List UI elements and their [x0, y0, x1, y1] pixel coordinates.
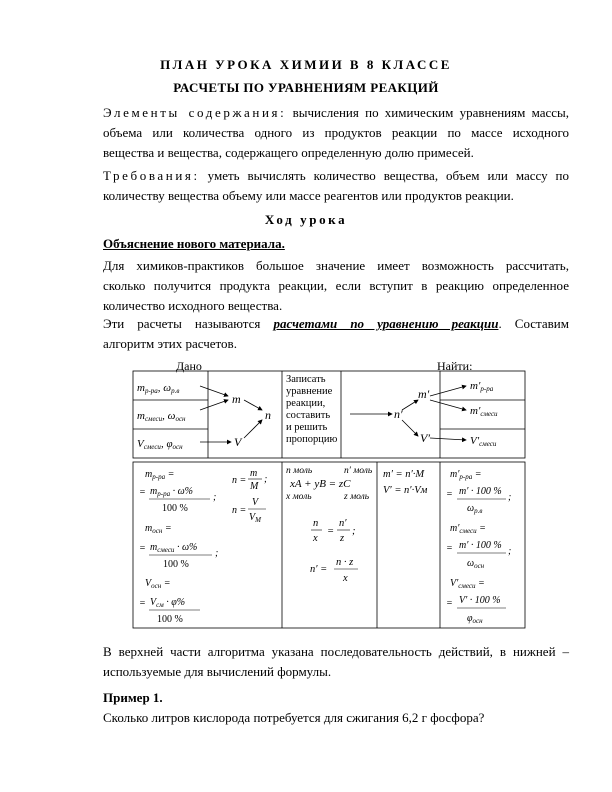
eq-proportion [311, 518, 356, 544]
svg-text:z: z [340, 533, 345, 544]
middle-text-3: реакции, [286, 398, 326, 409]
svg-text:mр-ра · ω%: $m_{р-ра} \cdot \omega\%$ [150, 486, 193, 498]
eq-bottom-right: z моль [344, 492, 370, 502]
intro-emphasis: расчетами по уравнению реакции [273, 316, 499, 331]
svg-text:;: ; [508, 546, 512, 557]
intro-line-4-end: . Составим [498, 316, 569, 331]
svg-text:mсмеси · ω%: $m_{смеси} \cdot \omega\%$ [150, 542, 198, 554]
svg-text:n′ =: n′ = [310, 564, 328, 575]
svg-text:100 %: 100 % [157, 614, 183, 625]
node-V2: V′ [420, 431, 430, 445]
elements-text-1: вычисления по химическим уравнениям массы, [292, 105, 570, 120]
svg-text:=: = [139, 487, 146, 498]
svg-text:M: M [250, 481, 259, 492]
eq-top-left: n моль [286, 466, 313, 476]
page-subtitle: РАСЧЕТЫ ПО УРАВНЕНИЯМ РЕАКЦИЙ [173, 80, 439, 95]
svg-text:Vосн =: $V_{осн}$ = [145, 578, 171, 590]
requirements-line-2: количеству вещества объему или массе реагентов или продуктов реакции. [103, 188, 514, 203]
middle-text-4: составить [286, 410, 331, 421]
find-row-3: V′смеси [470, 435, 497, 448]
requirements-text-1: уметь вычислять количество вещества, объем или массу по [207, 168, 569, 183]
svg-text:=: = [446, 543, 453, 554]
lesson-heading: Ход урока [264, 212, 348, 227]
svg-text:=: = [327, 526, 335, 537]
given-row-1: mр-ра, ωр.в [137, 382, 180, 395]
svg-text:=: = [446, 489, 453, 500]
middle-text-5: и решить [286, 422, 328, 433]
svg-text:mр-ра =: $m_{р-ра}$ = [145, 469, 175, 481]
svg-text:;: ; [264, 474, 268, 485]
svg-text:m′р-ра =: $m'_{р-ра}$ = [450, 469, 482, 481]
svg-text:=: = [139, 598, 146, 609]
intro-line-4-start: Эти расчеты называются [103, 316, 261, 331]
given-row-2: mсмеси, ωосн [137, 410, 186, 423]
eq-top-right: n′ моль [344, 466, 373, 476]
elements-line-2: объема или количества одного из продуктов реакции по массе исходного [103, 125, 569, 140]
explanation-heading: Объяснение нового материала. [103, 236, 285, 251]
intro-line-3: количество исходного вещества. [103, 298, 283, 313]
elements-line-1 [103, 103, 569, 123]
given-label: Дано [176, 359, 202, 373]
node-n2: n′ [394, 407, 403, 421]
conclusion-line-1: В верхней части алгоритма указана последовательность действий, в нижней – [103, 644, 569, 659]
svg-text:=: = [446, 598, 453, 609]
svg-text:;: ; [352, 526, 356, 537]
svg-text:m′ · 100 %: m′ · 100 % [459, 486, 502, 497]
svg-text:Vсм · φ%: $V_{см} \cdot \varphi\%$ [150, 597, 186, 609]
eq-m2: m′ = n′·M [383, 469, 425, 480]
elements-line-3: вещества и вещества, содержащего определенную долю примесей. [103, 145, 474, 160]
svg-text:x: x [343, 573, 348, 584]
svg-text:;: ; [215, 548, 219, 559]
svg-text:;: ; [508, 492, 512, 503]
svg-text:φосн: $\varphi_{осн}$ [467, 613, 483, 625]
svg-text:100 %: 100 % [163, 559, 189, 570]
find-row-1: m′р-ра [470, 380, 494, 393]
page-title: ПЛАН УРОКА ХИМИИ В 8 КЛАССЕ [160, 57, 452, 72]
svg-text:n =: n = [232, 475, 247, 486]
node-n: n [265, 408, 271, 422]
eq-solve [310, 557, 358, 584]
middle-text-1: Записать [286, 374, 326, 385]
svg-text:n′: n′ [339, 518, 347, 529]
svg-text:100 %: 100 % [162, 503, 188, 514]
given-row-3: Vсмеси, φосн [137, 438, 183, 451]
svg-text:mосн =: $m_{осн}$ = [145, 523, 172, 535]
node-m2: m′ [418, 387, 430, 401]
intro-line-4 [103, 314, 569, 334]
node-V: V [234, 435, 242, 449]
requirements-line-1 [103, 166, 569, 186]
eq-V2: V′ = n′·Vм [383, 485, 428, 496]
elements-label: Элементы содержания: [103, 105, 287, 120]
example-question: Сколько литров кислорода потребуется для сжигания 6,2 г фосфора? [103, 710, 485, 725]
conclusion-line-2: используемые для вычислений формулы. [103, 664, 332, 679]
intro-line-5: алгоритм этих расчетов. [103, 336, 237, 351]
svg-text:;: ; [213, 492, 217, 503]
middle-text-2: уравнение [286, 386, 333, 397]
eq-bottom-left: x моль [286, 492, 312, 502]
find-label: Найти: [437, 359, 473, 373]
svg-text:m′ · 100 %: m′ · 100 % [459, 540, 502, 551]
svg-text:n =: n = [232, 505, 247, 516]
svg-text:V′смеси =: $V'_{смеси}$ = [450, 578, 485, 590]
intro-line-2: сколько получится продукта реакции, если вступит в реакцию определенное [103, 278, 569, 293]
requirements-label: Требования: [103, 168, 200, 183]
node-m: m [232, 392, 241, 406]
example-heading: Пример 1. [103, 690, 163, 705]
svg-text:=: = [139, 543, 146, 554]
eq-reaction: xA + yB = zC [290, 478, 351, 490]
find-row-2: m′смеси [470, 405, 498, 418]
svg-text:ωосн: $\omega_{осн}$ [467, 558, 485, 570]
middle-text-6: пропорцию [286, 434, 338, 445]
svg-text:n: n [313, 518, 319, 529]
svg-text:V′ · 100 %: V′ · 100 % [459, 595, 501, 606]
svg-text:m: m [250, 468, 258, 479]
intro-line-1: Для химиков-практиков большое значение имеет возможность рассчитать, [103, 258, 569, 273]
svg-text:x: x [313, 533, 318, 544]
svg-text:V: V [252, 497, 259, 508]
svg-text:ωр.в: $\omega_{р.в}$ [467, 503, 483, 515]
svg-text:n · z: n · z [336, 557, 354, 568]
svg-text:VM: $V_M$ [249, 512, 261, 524]
svg-text:m′смеси =: $m'_{смеси}$ = [450, 523, 486, 535]
